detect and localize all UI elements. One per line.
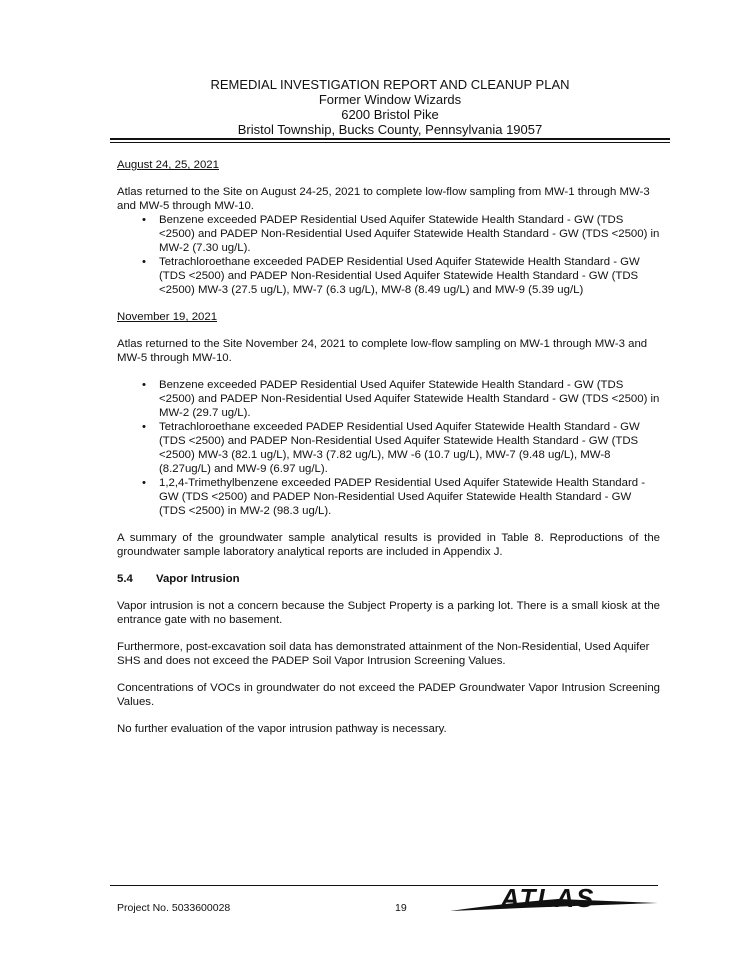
list-item: • Tetrachloroethane exceeded PADEP Residential Used Aquifer Statewide Health Standard - GW (TDS <2500) and PADEP Non-Residential Used Aquifer Statewide Health Standard - GW (TDS <2500) MW-3 (82.1 ug/L), MW-3 (7.82 ug/L), MW -6 (10.7 ug/L), MW-7 (9.48 ug/L), MW-8 (8.27ug/L) and MW-9 (6.97 ug/L). xyxy=(159,420,660,476)
report-title: REMEDIAL INVESTIGATION REPORT AND CLEANUP PLAN xyxy=(210,77,570,92)
site-address: 6200 Bristol Pike xyxy=(341,107,439,122)
section-paragraph: No further evaluation of the vapor intrusion pathway is necessary. xyxy=(117,723,447,735)
section-title: Vapor Intrusion xyxy=(156,573,240,585)
list-item: • 1,2,4-Trimethylbenzene exceeded PADEP Residential Used Aquifer Statewide Health Standard - GW (TDS <2500) and PADEP Non-Residential Used Aquifer Statewide Health Standard - GW (TDS <2500) in MW-2 (98.3 ug/L). xyxy=(159,476,660,518)
page-footer xyxy=(110,885,658,914)
atlas-logo xyxy=(448,885,660,915)
header-rule xyxy=(110,122,670,140)
event1-date: August 24, 25, 2021 xyxy=(117,159,219,171)
header-double-rule xyxy=(110,140,670,143)
list-item: • Benzene exceeded PADEP Residential Used Aquifer Statewide Health Standard - GW (TDS <2500) and PADEP Non-Residential Used Aquifer Statewide Health Standard - GW (TDS <2500) in MW-2 (7.30 ug/L). xyxy=(159,213,660,255)
section-paragraph: Concentrations of VOCs in groundwater do not exceed the PADEP Groundwater Vapor Intrusion Screening Values. xyxy=(117,682,660,708)
event1-intro: Atlas returned to the Site on August 24-25, 2021 to complete low-flow sampling from MW-1 through MW-3 and MW-5 through MW-10. xyxy=(117,186,650,212)
report-header xyxy=(110,77,670,143)
list-item: • Tetrachloroethane exceeded PADEP Residential Used Aquifer Statewide Health Standard - GW (TDS <2500) and PADEP Non-Residential Used Aquifer Statewide Health Standard - GW (TDS <2500) MW-3 (27.5 ug/L), MW-7 (6.3 ug/L), MW-8 (8.49 ug/L) and MW-9 (5.39 ug/L) xyxy=(159,255,660,297)
section-heading xyxy=(117,572,660,586)
event2-bullets xyxy=(117,378,660,518)
section-paragraph: Furthermore, post-excavation soil data has demonstrated attainment of the Non-Residential, Used Aquifer SHS and does not exceed the PADEP Soil Vapor Intrusion Screening Values. xyxy=(117,641,650,667)
section-paragraph: Vapor intrusion is not a concern because the Subject Property is a parking lot. There is a small kiosk at the entrance gate with no basement. xyxy=(117,600,660,626)
document-body xyxy=(117,158,660,749)
section-number: 5.4 xyxy=(117,573,133,585)
project-number: Project No. 5033600028 xyxy=(117,902,231,914)
site-name: Former Window Wizards xyxy=(318,92,462,107)
list-item: • Benzene exceeded PADEP Residential Used Aquifer Statewide Health Standard - GW (TDS <2500) and PADEP Non-Residential Used Aquifer Statewide Health Standard - GW (TDS <2500) in MW-2 (29.7 ug/L). xyxy=(159,378,660,420)
page-number: 19 xyxy=(395,902,407,914)
summary-paragraph: A summary of the groundwater sample analytical results is provided in Table 8. Reproductions of the groundwater sample laboratory analytical reports are included in Appendix J. xyxy=(117,532,660,558)
event2-date: November 19, 2021 xyxy=(117,311,218,323)
event2-intro: Atlas returned to the Site November 24, 2021 to complete low-flow sampling on MW-1 through MW-3 and MW-5 through MW-10. xyxy=(117,338,648,364)
event1-bullets xyxy=(117,213,660,297)
site-location: Bristol Township, Bucks County, Pennsylvania 19057 xyxy=(237,122,543,137)
logo-text: ATLAS xyxy=(500,885,596,913)
